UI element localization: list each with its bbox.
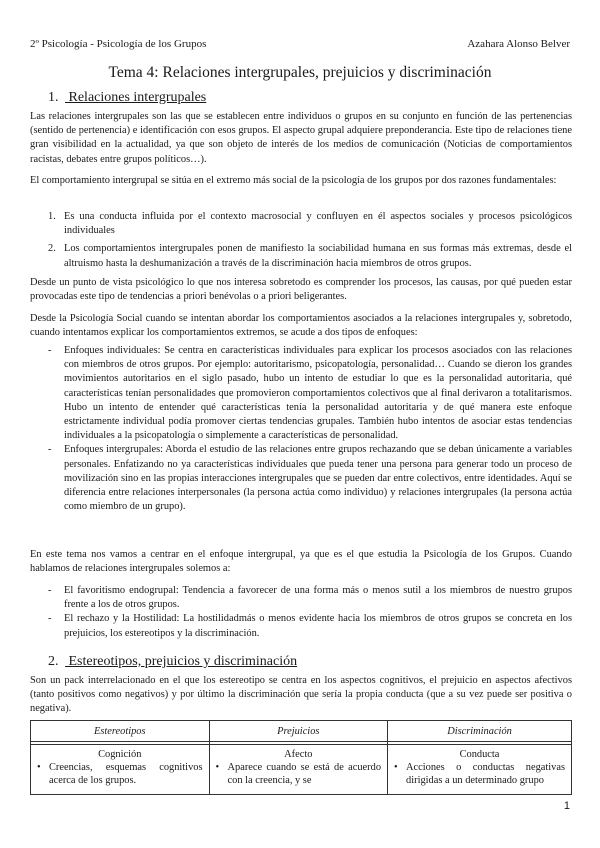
list-item <box>48 584 572 612</box>
paragraph-intro: Las relaciones intergrupales son las que se establecen entre individuos o grupos en su conjunto en función de las pertenencias (sentido de pertenencia) e identificación con esos grupos. El aspecto grupal adquiere preponderancia. Este tipo de relaciones tiene gran visibilidad en la actualidad, ya que son objeto de interés de los medios de comunicación (Noticias de comportamientos racistas, debates entre grupos políticos…). <box>30 111 572 165</box>
cell-title: Cognición <box>98 749 142 760</box>
list-marker: - <box>48 585 52 596</box>
cell-bullet-item <box>37 761 203 787</box>
header-author: Azahara Alonso Belver <box>467 38 570 50</box>
list-item-text: Enfoques individuales: Se centra en características individuales para explicar los procesos asociados con las relaciones con miembros de otros grupos. Por ejemplo: autoritarismo, psicopatología, personalidad… Cuando se dieron los grandes movimientos autoritarios en el siglo pasado, hubo un intento de estudiar lo que es la personalidad autoritaria, qué características tenían personalidades que promovieron comportamientos colectivos que al final derivaron a totalitarismos. Hubo un intento de entender qué características tenía la personalidad autoritaria y de qué manera este enfoque estrictamente individual podía promover ciertas tendencias grupales. También hubo intentos de asociar estas tendencias individuales a la psicopatología o simplemente a características de personalidad. <box>64 345 572 442</box>
list-item <box>48 443 572 514</box>
list-marker: 2. <box>48 243 56 255</box>
page-title: Tema 4: Relaciones intergrupales, prejuicios y discriminación <box>108 64 492 81</box>
section-heading-1 <box>48 90 206 106</box>
paragraph-focus: En este tema nos vamos a centrar en el enfoque intergrupal, ya que es el que estudia la Psicología de los Grupos. Cuando hablamos de relaciones intergrupales solemos a: <box>30 549 572 575</box>
cell-title: Afecto <box>284 749 313 760</box>
paragraph-processes: Desde un punto de vista psicológico lo que nos interesa sobretodo es comprender los procesos, las causas, por qué pueden estar provocadas este tipo de tendencias a priori benévolas o a priori beligerantes. <box>30 277 572 303</box>
table-header-row <box>31 721 572 742</box>
page-header <box>30 38 570 50</box>
comparison-table <box>30 720 572 795</box>
table-header-prejudices: Prejuicios <box>209 721 388 742</box>
paragraph-reasons-lead: El comportamiento intergrupal se sitúa en el extremo más social de la psicología de los grupos por dos razones fundamentales: <box>30 175 557 186</box>
list-item-text: Enfoques intergrupales: Aborda el estudio de las relaciones entre grupos rechazando que se deban únicamente a variables personales. Enfatizando no ya características individuales que pueda tener una persona para generar todo un proceso de movilización sino en las propias interacciones intergrupales que se pueden dar entre colectivos, entre identidades. Aquí se diferencia entre relaciones interpersonales (la persona actúa como individuo) y relaciones intergrupales (la persona actúa como miembro de un grupo). <box>64 444 572 513</box>
bullet-icon: • <box>37 762 41 773</box>
list-item <box>48 344 572 443</box>
section-number: 1. <box>48 90 59 105</box>
cell-bullet-item <box>216 761 382 787</box>
cell-text: Acciones o conductas negativas dirigidas a un determinado grupo <box>406 762 565 786</box>
header-course: 2º Psicología - Psicología de los Grupos <box>30 38 207 50</box>
list-item-text: Los comportamientos intergrupales ponen de manifiesto la sociabilidad humana en sus formas más extremas, desde el altruismo hasta la deshumanización a través de la discriminación hacia miembros de otros grupos. <box>64 243 572 269</box>
list-marker: - <box>48 444 52 456</box>
table-cell <box>31 745 210 795</box>
paragraph-approaches-lead: Desde la Psicología Social cuando se intentan abordar los comportamientos asociados a la relaciones intergrupales y, sobretodo, cuando intentamos explicar los comportamientos extremos, se acude a dos tipos de enfoques: <box>30 313 572 339</box>
list-item-text: Es una conducta influida por el contexto macrosocial y confluyen en él aspectos sociales y procesos psicológicos individuales <box>64 211 572 237</box>
table-row <box>31 745 572 795</box>
list-marker: - <box>48 345 52 356</box>
list-marker: 1. <box>48 211 56 222</box>
reasons-list <box>48 210 572 271</box>
cell-text: Creencias, esquemas cognitivos acerca de los grupos. <box>49 762 203 786</box>
table-cell <box>209 745 388 795</box>
bullet-icon: • <box>394 762 398 773</box>
section-title: Relaciones intergrupales <box>68 90 207 105</box>
list-item <box>48 210 572 238</box>
list-marker: - <box>48 613 52 625</box>
section-title: Estereotipos, prejuicios y discriminación <box>68 654 298 669</box>
table-cell <box>388 745 572 795</box>
cell-title: Conducta <box>459 749 500 760</box>
bullet-icon: • <box>215 762 220 773</box>
table-header-stereotypes: Estereotipos <box>31 721 210 742</box>
page-number: 1 <box>563 800 570 812</box>
list-item <box>48 612 572 640</box>
section-heading-2 <box>48 654 297 670</box>
approaches-list <box>48 344 572 514</box>
cell-text: Aparece cuando se está de acuerdo con la creencia, y se <box>227 762 382 786</box>
phenomena-list <box>48 584 572 641</box>
cell-bullet-item <box>394 761 565 787</box>
list-item-text: El rechazo y la Hostilidad: La hostilidadmás o menos evidente hacia los miembros de otros grupos se concreta en los prejuicios, los estereotipos y la discriminación. <box>64 613 572 639</box>
table-header-discrimination: Discriminación <box>388 721 572 742</box>
section-number: 2. <box>48 654 59 669</box>
paragraph-pack: Son un pack interrelacionado en el que los estereotipo se centra en los aspectos cognitivos, el prejuicio en aspectos afectivos (tanto positivos como negativos) y por último la discriminación que sería la propia conducta (que a su vez puede ser positiva o negativa). <box>30 675 572 715</box>
list-item <box>48 242 572 270</box>
list-item-text: El favoritismo endogrupal: Tendencia a favorecer de una forma más o menos sutil a los miembros de nuestro grupos frente a los de otros grupos. <box>64 585 572 611</box>
